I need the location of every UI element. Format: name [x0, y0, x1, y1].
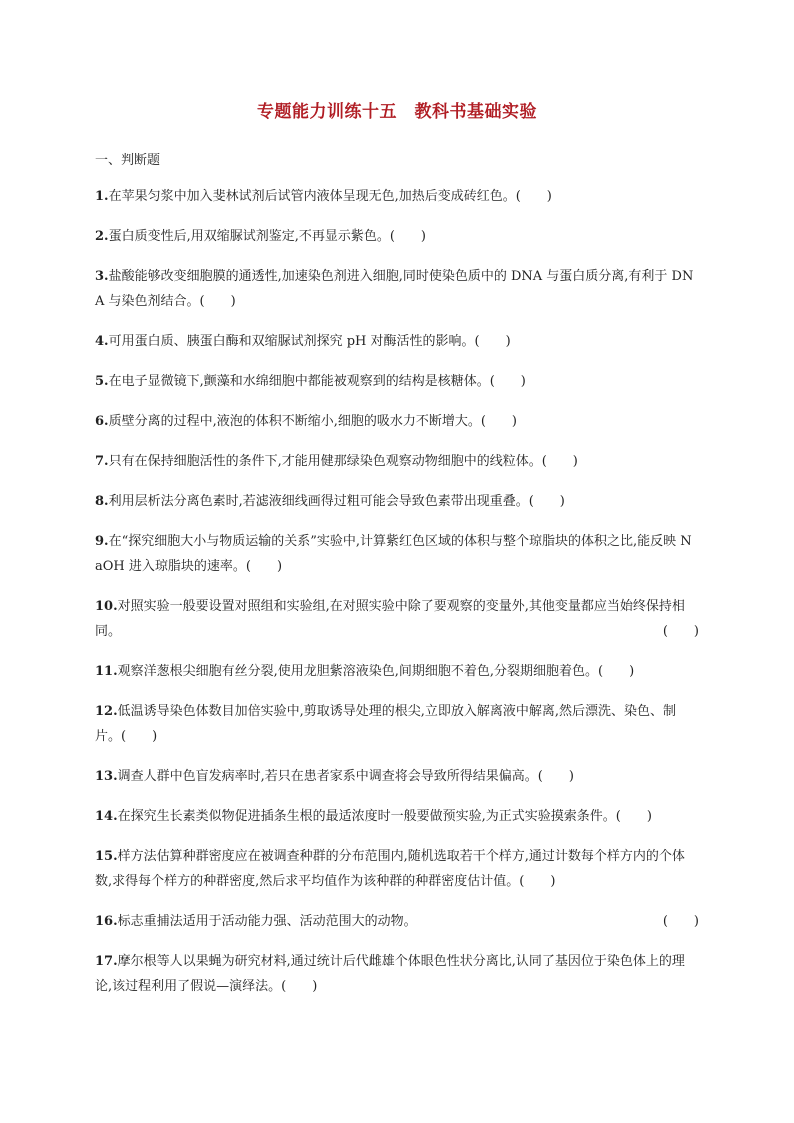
answer-bracket: ( ): [480, 414, 517, 429]
question-item: [95, 699, 699, 749]
question-text: 质壁分离的过程中,液泡的体积不断缩小,细胞的吸水力不断增大。: [108, 414, 481, 429]
question-item: [95, 764, 699, 789]
question-number: 15.: [95, 849, 118, 864]
question-item: [95, 844, 699, 894]
question-item: [95, 594, 699, 644]
answer-bracket: ( ): [615, 809, 652, 824]
question-number: 13.: [95, 769, 118, 784]
question-item: [95, 224, 699, 249]
answer-bracket: ( ): [474, 334, 511, 349]
question-item: [95, 184, 699, 209]
question-item: [95, 659, 699, 684]
question-number: 1.: [95, 189, 109, 204]
question-item: [95, 369, 699, 394]
answer-bracket: ( ): [281, 979, 318, 994]
question-text: 可用蛋白质、胰蛋白酶和双缩脲试剂探究 pH 对酶活性的影响。: [108, 334, 475, 349]
question-text: 观察洋葱根尖细胞有丝分裂,使用龙胆紫溶液染色,间期细胞不着色,分裂期细胞着色。: [117, 664, 599, 679]
question-item: [95, 329, 699, 354]
question-text: 对照实验一般要设置对照组和实验组,在对照实验中除了要观察的变量外,其他变量都应当始终保持相同。: [95, 599, 685, 639]
question-number: 4.: [95, 334, 109, 349]
answer-bracket: ( ): [121, 729, 158, 744]
question-number: 8.: [95, 494, 109, 509]
answer-bracket: ( ): [245, 559, 283, 574]
question-text: 低温诱导染色体数目加倍实验中,剪取诱导处理的根尖,立即放入解离液中解离,然后漂洗、染色、制片。: [95, 704, 677, 744]
section-heading: 一、判断题: [95, 153, 161, 168]
question-text: 蛋白质变性后,用双缩脲试剂鉴定,不再显示紫色。: [108, 229, 390, 244]
question-text: 摩尔根等人以果蝇为研究材料,通过统计后代雌雄个体眼色性状分离比,认同了基因位于染色体上的理论,该过程利用了假说—演绎法。: [95, 954, 685, 994]
question-item: [95, 909, 699, 934]
question-item: [95, 489, 699, 514]
answer-bracket: ( ): [598, 664, 635, 679]
answer-bracket: ( ): [541, 454, 578, 469]
answer-bracket: ( ): [515, 189, 552, 204]
question-number: 7.: [95, 454, 109, 469]
answer-bracket: ( ): [519, 874, 556, 889]
question-text: 标志重捕法适用于活动能力强、活动范围大的动物。: [117, 914, 417, 929]
answer-bracket: ( ): [662, 624, 699, 639]
question-number: 10.: [95, 599, 118, 614]
question-text: 盐酸能够改变细胞膜的通透性,加速染色剂进入细胞,同时使染色质中的 DNA 与蛋白质分离,有利于 DNA 与染色剂结合。: [95, 269, 694, 309]
question-number: 14.: [95, 809, 118, 824]
answer-bracket: ( ): [528, 494, 565, 509]
question-number: 2.: [95, 229, 109, 244]
question-number: 3.: [95, 269, 109, 284]
question-item: [95, 529, 699, 579]
question-text: 在“探究细胞大小与物质运输的关系”实验中,计算紫红色区域的体积与整个琼脂块的体积之比,能反映 NaOH 进入琼脂块的速率。: [95, 534, 692, 574]
question-number: 11.: [95, 664, 118, 679]
page-title: 专题能力训练十五 教科书基础实验: [257, 102, 537, 122]
question-text: 利用层析法分离色素时,若滤液细线画得过粗可能会导致色素带出现重叠。: [108, 494, 529, 509]
question-number: 16.: [95, 914, 118, 929]
answer-bracket: ( ): [199, 294, 236, 309]
question-text: 在苹果匀浆中加入斐林试剂后试管内液体呈现无色,加热后变成砖红色。: [108, 189, 516, 204]
question-item: [95, 449, 699, 474]
answer-bracket: ( ): [537, 769, 574, 784]
question-text: 在电子显微镜下,颤藻和水绵细胞中都能被观察到的结构是核糖体。: [108, 374, 490, 389]
question-text: 在探究生长素类似物促进插条生根的最适浓度时一般要做预实验,为正式实验摸索条件。: [117, 809, 616, 824]
answer-bracket: ( ): [662, 914, 699, 929]
question-text: 调查人群中色盲发病率时,若只在患者家系中调查将会导致所得结果偏高。: [117, 769, 538, 784]
question-item: [95, 804, 699, 829]
answer-bracket: ( ): [489, 374, 526, 389]
question-item: [95, 264, 699, 314]
question-text: 样方法估算种群密度应在被调查种群的分布范围内,随机选取若干个样方,通过计数每个样方内的个体数,求得每个样方的种群密度,然后求平均值作为该种群的种群密度估计值。: [95, 849, 685, 889]
question-number: 17.: [95, 954, 118, 969]
question-number: 12.: [95, 704, 118, 719]
question-number: 6.: [95, 414, 109, 429]
answer-bracket: ( ): [389, 229, 426, 244]
question-number: 9.: [95, 534, 109, 549]
question-item: [95, 949, 699, 999]
question-item: [95, 409, 699, 434]
question-list: [95, 184, 699, 1014]
question-number: 5.: [95, 374, 109, 389]
question-text: 只有在保持细胞活性的条件下,才能用健那绿染色观察动物细胞中的线粒体。: [108, 454, 542, 469]
